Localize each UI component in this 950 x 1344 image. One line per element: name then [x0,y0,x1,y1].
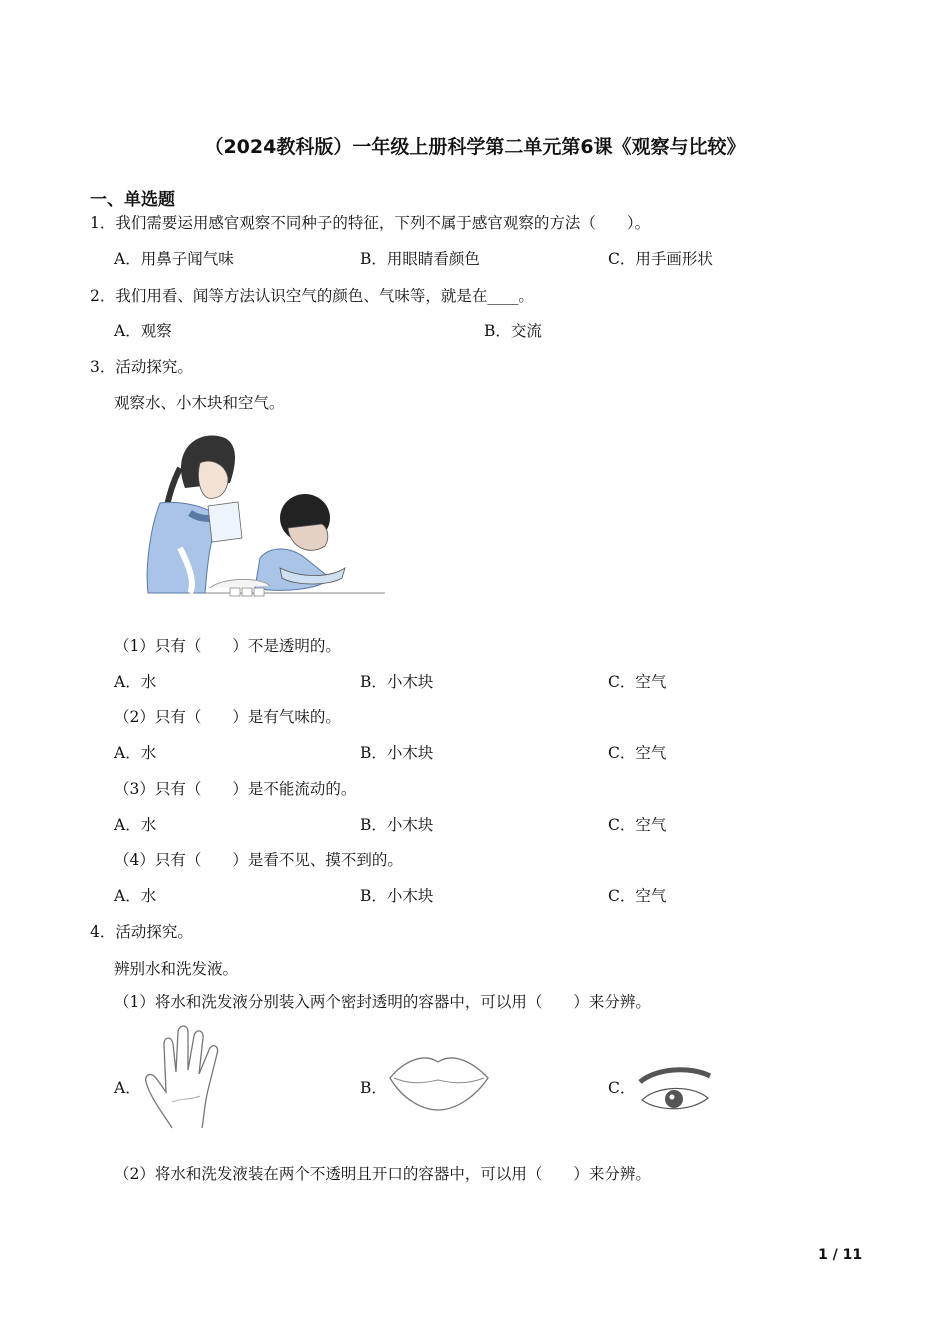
lips-icon [388,1050,490,1112]
question-3-sub4-option-c: C．空气 [608,887,667,905]
question-3-sub4-stem: （4）只有（ ）是看不见、摸不到的。 [114,851,403,869]
question-4-option-a-label: A． [114,1079,141,1097]
question-4-sub1-stem: （1）将水和洗发液分别装入两个密封透明的容器中，可以用（ ）来分辨。 [114,993,651,1011]
question-1-option-c: C．用手画形状 [608,250,713,268]
question-3-sub1-option-b: B．小木块 [360,673,434,691]
question-3-sub3-stem: （3）只有（ ）是不能流动的。 [114,780,357,798]
question-3-sub2-option-c: C．空气 [608,744,667,762]
hand-icon [142,1022,234,1130]
question-2-option-a: A．观察 [114,322,172,340]
question-3-sub2-option-a: A．水 [114,744,157,762]
question-3-sub4-option-b: B．小木块 [360,887,434,905]
question-3-intro: 观察水、小木块和空气。 [114,394,285,412]
eye-icon [636,1064,714,1118]
question-3-sub3-option-c: C．空气 [608,816,667,834]
question-2-stem: 2．我们用看、闻等方法认识空气的颜色、气味等，就是在____。 [90,287,534,305]
question-3-sub1-option-a: A．水 [114,673,157,691]
question-4-intro: 辨别水和洗发液。 [114,960,239,978]
question-4-option-b-label: B． [360,1079,387,1097]
question-3-sub3-option-b: B．小木块 [360,816,434,834]
section-heading: 一、单选题 [90,190,175,210]
question-3-sub4-option-a: A．水 [114,887,157,905]
question-4-stem: 4．活动探究。 [90,923,193,941]
question-3-sub3-option-a: A．水 [114,816,157,834]
question-3-stem: 3．活动探究。 [90,358,193,376]
question-3-sub1-stem: （1）只有（ ）不是透明的。 [114,637,341,655]
question-2-option-b: B．交流 [484,322,542,340]
question-3-sub1-option-c: C．空气 [608,673,667,691]
question-4-sub2-stem: （2）将水和洗发液装在两个不透明且开口的容器中，可以用（ ）来分辨。 [114,1165,651,1183]
question-3-sub2-stem: （2）只有（ ）是有气味的。 [114,708,341,726]
question-1-stem: 1．我们需要运用感官观察不同种子的特征，下列不属于感官观察的方法（ ）。 [90,214,651,232]
question-4-option-c-label: C． [608,1079,636,1097]
page-title: （2024教科版）一年级上册科学第二单元第6课《观察与比较》 [204,136,746,158]
children-observing-illustration [130,428,390,608]
page-number: 1 / 11 [818,1247,863,1263]
question-1-option-b: B．用眼睛看颜色 [360,250,480,268]
question-3-sub2-option-b: B．小木块 [360,744,434,762]
question-1-option-a: A．用鼻子闻气味 [114,250,234,268]
